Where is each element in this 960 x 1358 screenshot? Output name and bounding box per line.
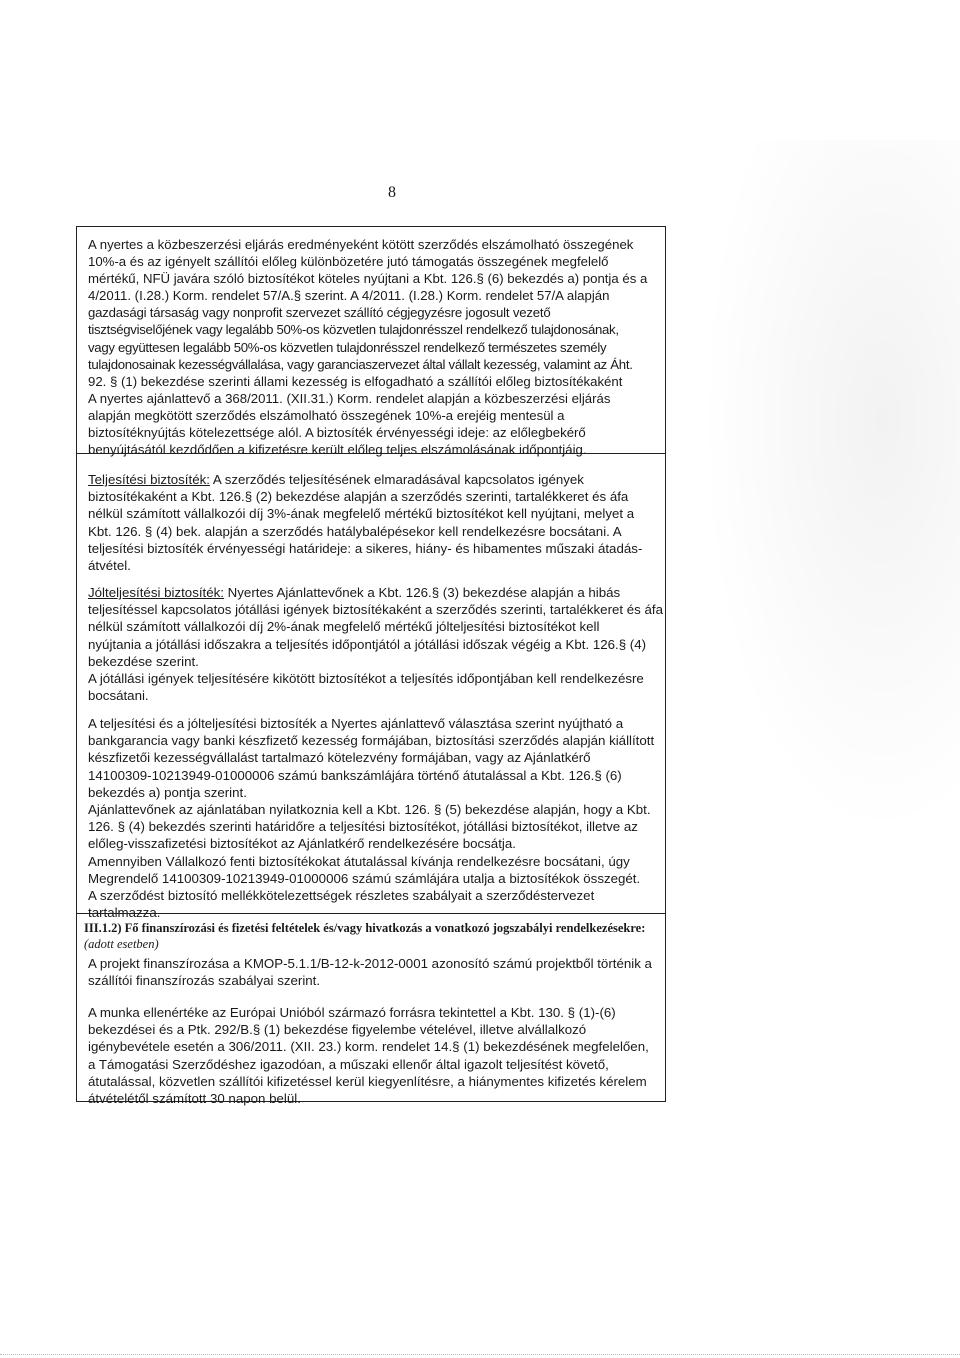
section-divider [76,453,666,454]
text-line: bocsátani. [88,688,149,704]
text-line: tartalmazza. [88,905,161,921]
text-line: A projekt finanszírozása a KMOP-5.1.1/B-12-k-2012-0001 azonosító számú projektből történik a [88,956,652,971]
text-line: teljesítéssel kapcsolatos jótállási igények biztosítékaként a szerződés szerinti, tartalékkeret és áfa [88,602,664,618]
text-line: készfizetői kezességvállalást tartalmazó kötelezvény formájában, vagy az Ajánlatkérő [88,750,591,766]
advance-guarantee-paragraph [88,236,666,458]
scan-edge [0,1354,960,1355]
guarantee-forms-paragraph [88,715,666,921]
text-line: 14100309-10213949-01000006 számú bankszámlájára történő átutalással a Kbt. 126.§ (6) [88,767,622,783]
section-heading [84,920,664,952]
text-line: 126. § (4) bekezdés szerinti határidőre a teljesítési biztosítékot, jótállási biztosítékot, illetve az [88,819,638,835]
text-line: A jótállási igények teljesítésére kikötött biztosítékot a teljesítés időpontjában kell rendelkezésre [88,671,644,687]
text-line: a Támogatási Szerződéshez igazodóan, a műszaki ellenőr által igazolt teljesítést követő, [88,1056,609,1072]
text-line: 10%-a és az igényelt szállítói előleg különbözetére jutó támogatás összegének megfelelő [88,254,609,270]
text-line: Kbt. 126. § (4) bek. alapján a szerződés hatálybalépésekor kell rendelkezésre bocsátani. A [88,523,622,539]
text-line: Ajánlattevőnek az ajánlatában nyilatkoznia kell a Kbt. 126. § (5) bekezdése alapján, hogy a Kbt. [88,802,651,818]
text-line: bekezdései és a Ptk. 292/B.§ (1) bekezdése figyelembe vételével, illetve alvállalkozó [88,1022,587,1038]
text-line: A nyertes ajánlattevő a 368/2011. (XII.31.) Korm. rendelet alapján a közbeszerzési eljárás [88,390,611,406]
text-line: A szerződést biztosító mellékkötelezettségek részletes szabályait a szerződéstervezet [88,888,595,904]
text-line: átvételétől számított 30 napon belül. [88,1091,301,1107]
performance-guarantee-label: Teljesítési biztosíték: [88,472,210,487]
text-line: benyújtásától kezdődően a kifizetésre került előleg teljes elszámolásának időpontjáig. [88,442,587,458]
section-divider [76,913,666,914]
text-line: A nyertes a közbeszerzési eljárás eredményeként kötött szerződés elszámolható összegének [88,237,634,252]
section-subtitle: (adott esetben) [84,937,159,951]
text-line: igénybevétele esetén a 306/2011. (XII. 23.) korm. rendelet 14.§ (1) bekezdésének megfelelően, [88,1039,649,1055]
text-line: biztosítéknyújtás kötelezettsége alól. A biztosíték érvényességi ideje: az előlegbekérő [88,425,586,441]
text-line: átutalással, közvetlen szállítói kifizetéssel kerül kiegyenlítésre, a hiánymentes kifizetés kérelem [88,1073,647,1089]
text-line: tisztségviselőjének vagy legalább 50%-os közvetlen tulajdonrésszel rendelkező tulajdonosának, [88,322,619,338]
text-line: bankgarancia vagy banki készfizető kezesség formájában, biztosítási szerződés alapján kiállított [88,733,655,749]
text-line: A szerződés teljesítésének elmaradásával kapcsolatos igények [209,472,584,487]
text-line: Nyertes Ajánlattevőnek a Kbt. 126.§ (3) bekezdése alapján a hibás [223,585,621,600]
warranty-guarantee-label: Jólteljesítési biztosíték: [88,585,224,600]
financing-paragraph-2 [88,1004,666,1107]
section-title: Fő finanszírozási és fizetési feltételek és/vagy hivatkozás a vonatkozó jogszabályi rendelkezésekre: [121,921,646,935]
text-line: 92. § (1) bekezdése szerinti állami kezesség is elfogadható a szállítói előleg biztosítékaként [88,373,623,389]
text-line: nélkül számított vállalkozói díj 2%-ának megfelelő mértékű jólteljesítési biztosítékot kell [88,619,600,635]
warranty-guarantee-paragraph [88,584,666,704]
text-line: biztosítékaként a Kbt. 126.§ (2) bekezdése alapján a szerződés szerinti, tartalékkeret és áfa [88,489,629,505]
text-line: nélkül számított vállalkozói díj 3%-ának megfelelő mértékű biztosítékot kell nyújtani, melyet a [88,506,635,522]
text-line: Amennyiben Vállalkozó fenti biztosítékokat átutalással kívánja rendelkezésre bocsátani, úgy [88,853,630,869]
text-line: bekezdése szerint. [88,653,199,669]
text-line: teljesítési biztosíték érvényességi határideje: a sikeres, hiány- és hibamentes műszaki átadás- [88,540,643,556]
text-line: gazdasági társaság vagy nonprofit szervezet szállító cégjegyzésre jogosult vezető [88,305,551,321]
text-line: nyújtania a jótállási időszakra a teljesítés időpontjától a jótállási időszak végéig a Kbt. 126.§ (4) [88,636,647,652]
text-line: bekezdés a) pontja szerint. [88,784,247,800]
text-line: alapján megkötött szerződés elszámolható összegének 10%-a erejéig mentesül a [88,407,565,423]
text-line: vagy együttesen legalább 50%-os közvetlen tulajdonrésszel rendelkező természetes személy [88,339,607,355]
financing-paragraph-1 [88,955,666,989]
text-line: átvétel. [88,558,131,574]
text-line: szállítói finanszírozás szabályai szerint. [88,973,321,989]
text-line: mértékű, NFÜ javára szóló biztosítékot köteles nyújtani a Kbt. 126.§ (6) bekezdés a) pontja és a [88,271,648,287]
text-line: A teljesítési és a jólteljesítési biztosíték a Nyertes ajánlattevő választása szerint nyújtható a [88,716,624,731]
section-number: III.1.2) [84,921,122,935]
text-line: tulajdonosainak kezességvállalása, vagy garanciaszervezet által vállalt kezesség, valamint az Áht. [88,356,633,372]
scan-shadow [700,140,960,840]
text-line: 4/2011. (I.28.) Korm. rendelet 57/A.§ szerint. A 4/2011. (I.28.) Korm. rendelet 57/A alapján [88,288,610,304]
page-number: 8 [388,184,396,201]
text-line: előleg-visszafizetési biztosítékot az Ajánlatkérő rendelkezésére bocsátja. [88,836,516,852]
text-line: A munka ellenértéke az Európai Unióból származó forrásra tekintettel a Kbt. 130. § (1)-(6) [88,1005,616,1020]
performance-guarantee-paragraph [88,471,666,574]
text-line: Megrendelő 14100309-10213949-01000006 számú számlájára utalja a biztosítékok összegét. [88,870,641,886]
